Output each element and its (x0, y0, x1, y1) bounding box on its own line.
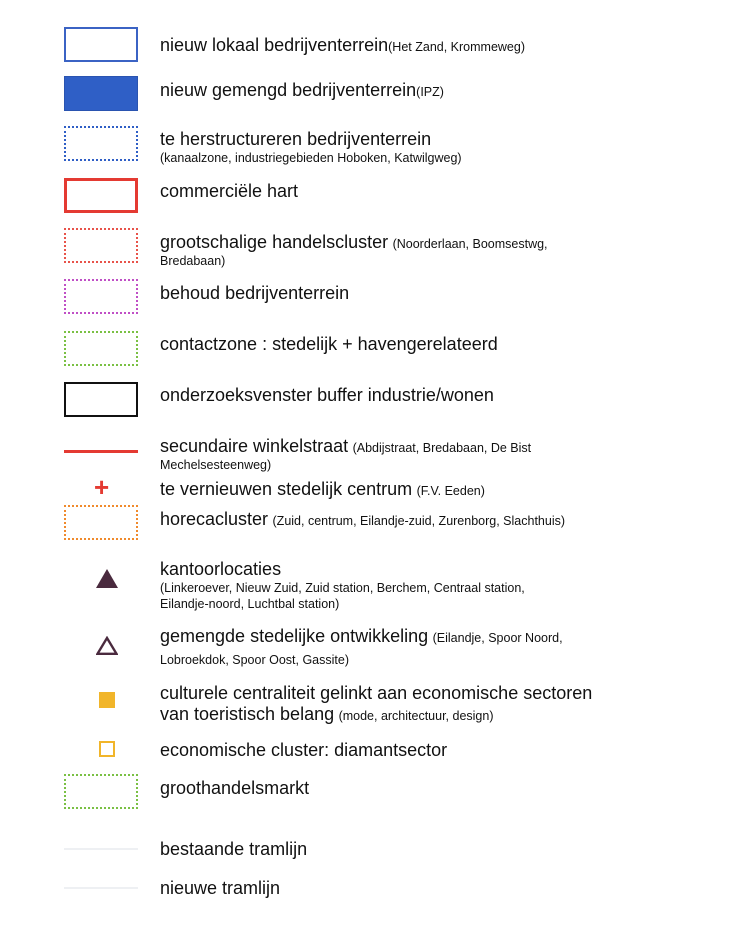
legend-label: behoud bedrijventerrein (160, 283, 350, 303)
legend-label: groothandelsmarkt (160, 778, 310, 798)
legend-label: te herstructureren bedrijventerrein (160, 129, 432, 149)
legend-label: kantoorlocaties (160, 559, 282, 579)
legend-sub: Eilandje-noord, Luchtbal station) (160, 596, 340, 611)
legend-label: economische cluster: diamantsector (160, 740, 448, 760)
legend-item-horecacluster (160, 509, 565, 530)
legend-item-contactzone (160, 334, 498, 355)
legend-label: nieuw gemengd bedrijventerrein (160, 80, 417, 100)
outline-triangle-icon (96, 636, 118, 655)
legend-item-kantoorlocaties (160, 559, 525, 611)
legend-label: onderzoeksvenster buffer industrie/wonen (160, 385, 494, 405)
legend-sub: (Linkeroever, Nieuw Zuid, Zuid station, Berchem, Centraal station, (160, 581, 525, 596)
legend-item-secundaire-winkelstraat (160, 436, 531, 473)
legend-item-te-herstructureren-bedrijventerrein (160, 129, 462, 166)
legend-sub: Mechelsesteenweg) (160, 458, 272, 473)
legend-swatch-blue-dotted (64, 126, 138, 161)
legend-swatch-faint-line-2 (64, 887, 138, 889)
legend-note: (Het Zand, Krommeweg) (388, 40, 525, 54)
legend-swatch-blue-outline (64, 27, 138, 62)
legend-swatch-red-solid (64, 178, 138, 213)
legend-label: secundaire winkelstraat (160, 436, 349, 456)
legend-swatch-red-dotted (64, 228, 138, 263)
filled-triangle-icon (96, 569, 118, 588)
legend-sub: (kanaalzone, industriegebieden Hoboken, Katwilgweg) (160, 151, 462, 166)
legend-note: (Zuid, centrum, Eilandje-zuid, Zurenborg, Slachthuis) (272, 514, 566, 528)
legend-label: commerciële hart (160, 181, 299, 201)
red-plus-icon: + (94, 472, 110, 502)
legend-swatch-blue-filled (64, 76, 138, 111)
legend-label: contactzone : stedelijk + havengerelateerd (160, 334, 498, 354)
legend-swatch-faint-line (64, 848, 138, 850)
legend-label: culturele centraliteit gelinkt aan economische sectoren (160, 683, 593, 703)
legend-item-bestaande-tramlijn (160, 839, 307, 860)
legend-item-behoud-bedrijventerrein (160, 283, 349, 304)
legend-label: nieuwe tramlijn (160, 878, 281, 898)
legend-item-te-vernieuwen-stedelijk-centrum (160, 479, 485, 500)
legend-swatch-black-solid (64, 382, 138, 417)
legend-sub: Lobroekdok, Spoor Oost, Gassite) (160, 653, 349, 668)
legend-note: (Abdijstraat, Bredabaan, De Bist (352, 441, 532, 455)
legend-label-line2: van toeristisch belang (160, 704, 335, 725)
yellow-filled-square-icon (99, 692, 115, 708)
legend-item-commerciele-hart (160, 181, 298, 202)
legend-label: horecacluster (160, 509, 269, 529)
legend-label: te vernieuwen stedelijk centrum (160, 479, 413, 499)
legend-label: bestaande tramlijn (160, 839, 308, 859)
legend-item-nieuw-gemengd-bedrijventerrein (160, 80, 444, 101)
legend-note: (Noorderlaan, Boomsestwg, (392, 237, 548, 251)
legend-item-groothandelsmarkt (160, 778, 309, 799)
legend-label: grootschalige handelscluster (160, 232, 389, 252)
legend-item-nieuw-lokaal-bedrijventerrein (160, 35, 525, 56)
legend-item-culturele-centraliteit (160, 683, 592, 726)
yellow-outline-square-icon (99, 741, 115, 757)
legend-swatch-orange-dotted (64, 505, 138, 540)
legend-note: (Eilandje, Spoor Noord, (432, 631, 563, 645)
legend-item-grootschalige-handelscluster (160, 232, 548, 269)
legend-item-onderzoeksvenster (160, 385, 494, 406)
legend-note: (F.V. Eeden) (416, 484, 485, 498)
legend-label: gemengde stedelijke ontwikkeling (160, 626, 429, 646)
legend-item-economische-cluster (160, 740, 447, 761)
legend-item-nieuwe-tramlijn (160, 878, 280, 899)
legend-item-gemengde-stedelijke-ontwikkeling (160, 626, 563, 668)
legend-swatch-red-line (64, 450, 138, 453)
legend-label: nieuw lokaal bedrijventerrein (160, 35, 389, 55)
legend-swatch-green-dotted (64, 331, 138, 366)
legend-sub: Bredabaan) (160, 254, 226, 269)
legend-note: (IPZ) (416, 85, 444, 99)
legend-swatch-green-dotted-2 (64, 774, 138, 809)
legend-swatch-purple-dotted (64, 279, 138, 314)
legend-note: (mode, architectuur, design) (338, 709, 494, 724)
